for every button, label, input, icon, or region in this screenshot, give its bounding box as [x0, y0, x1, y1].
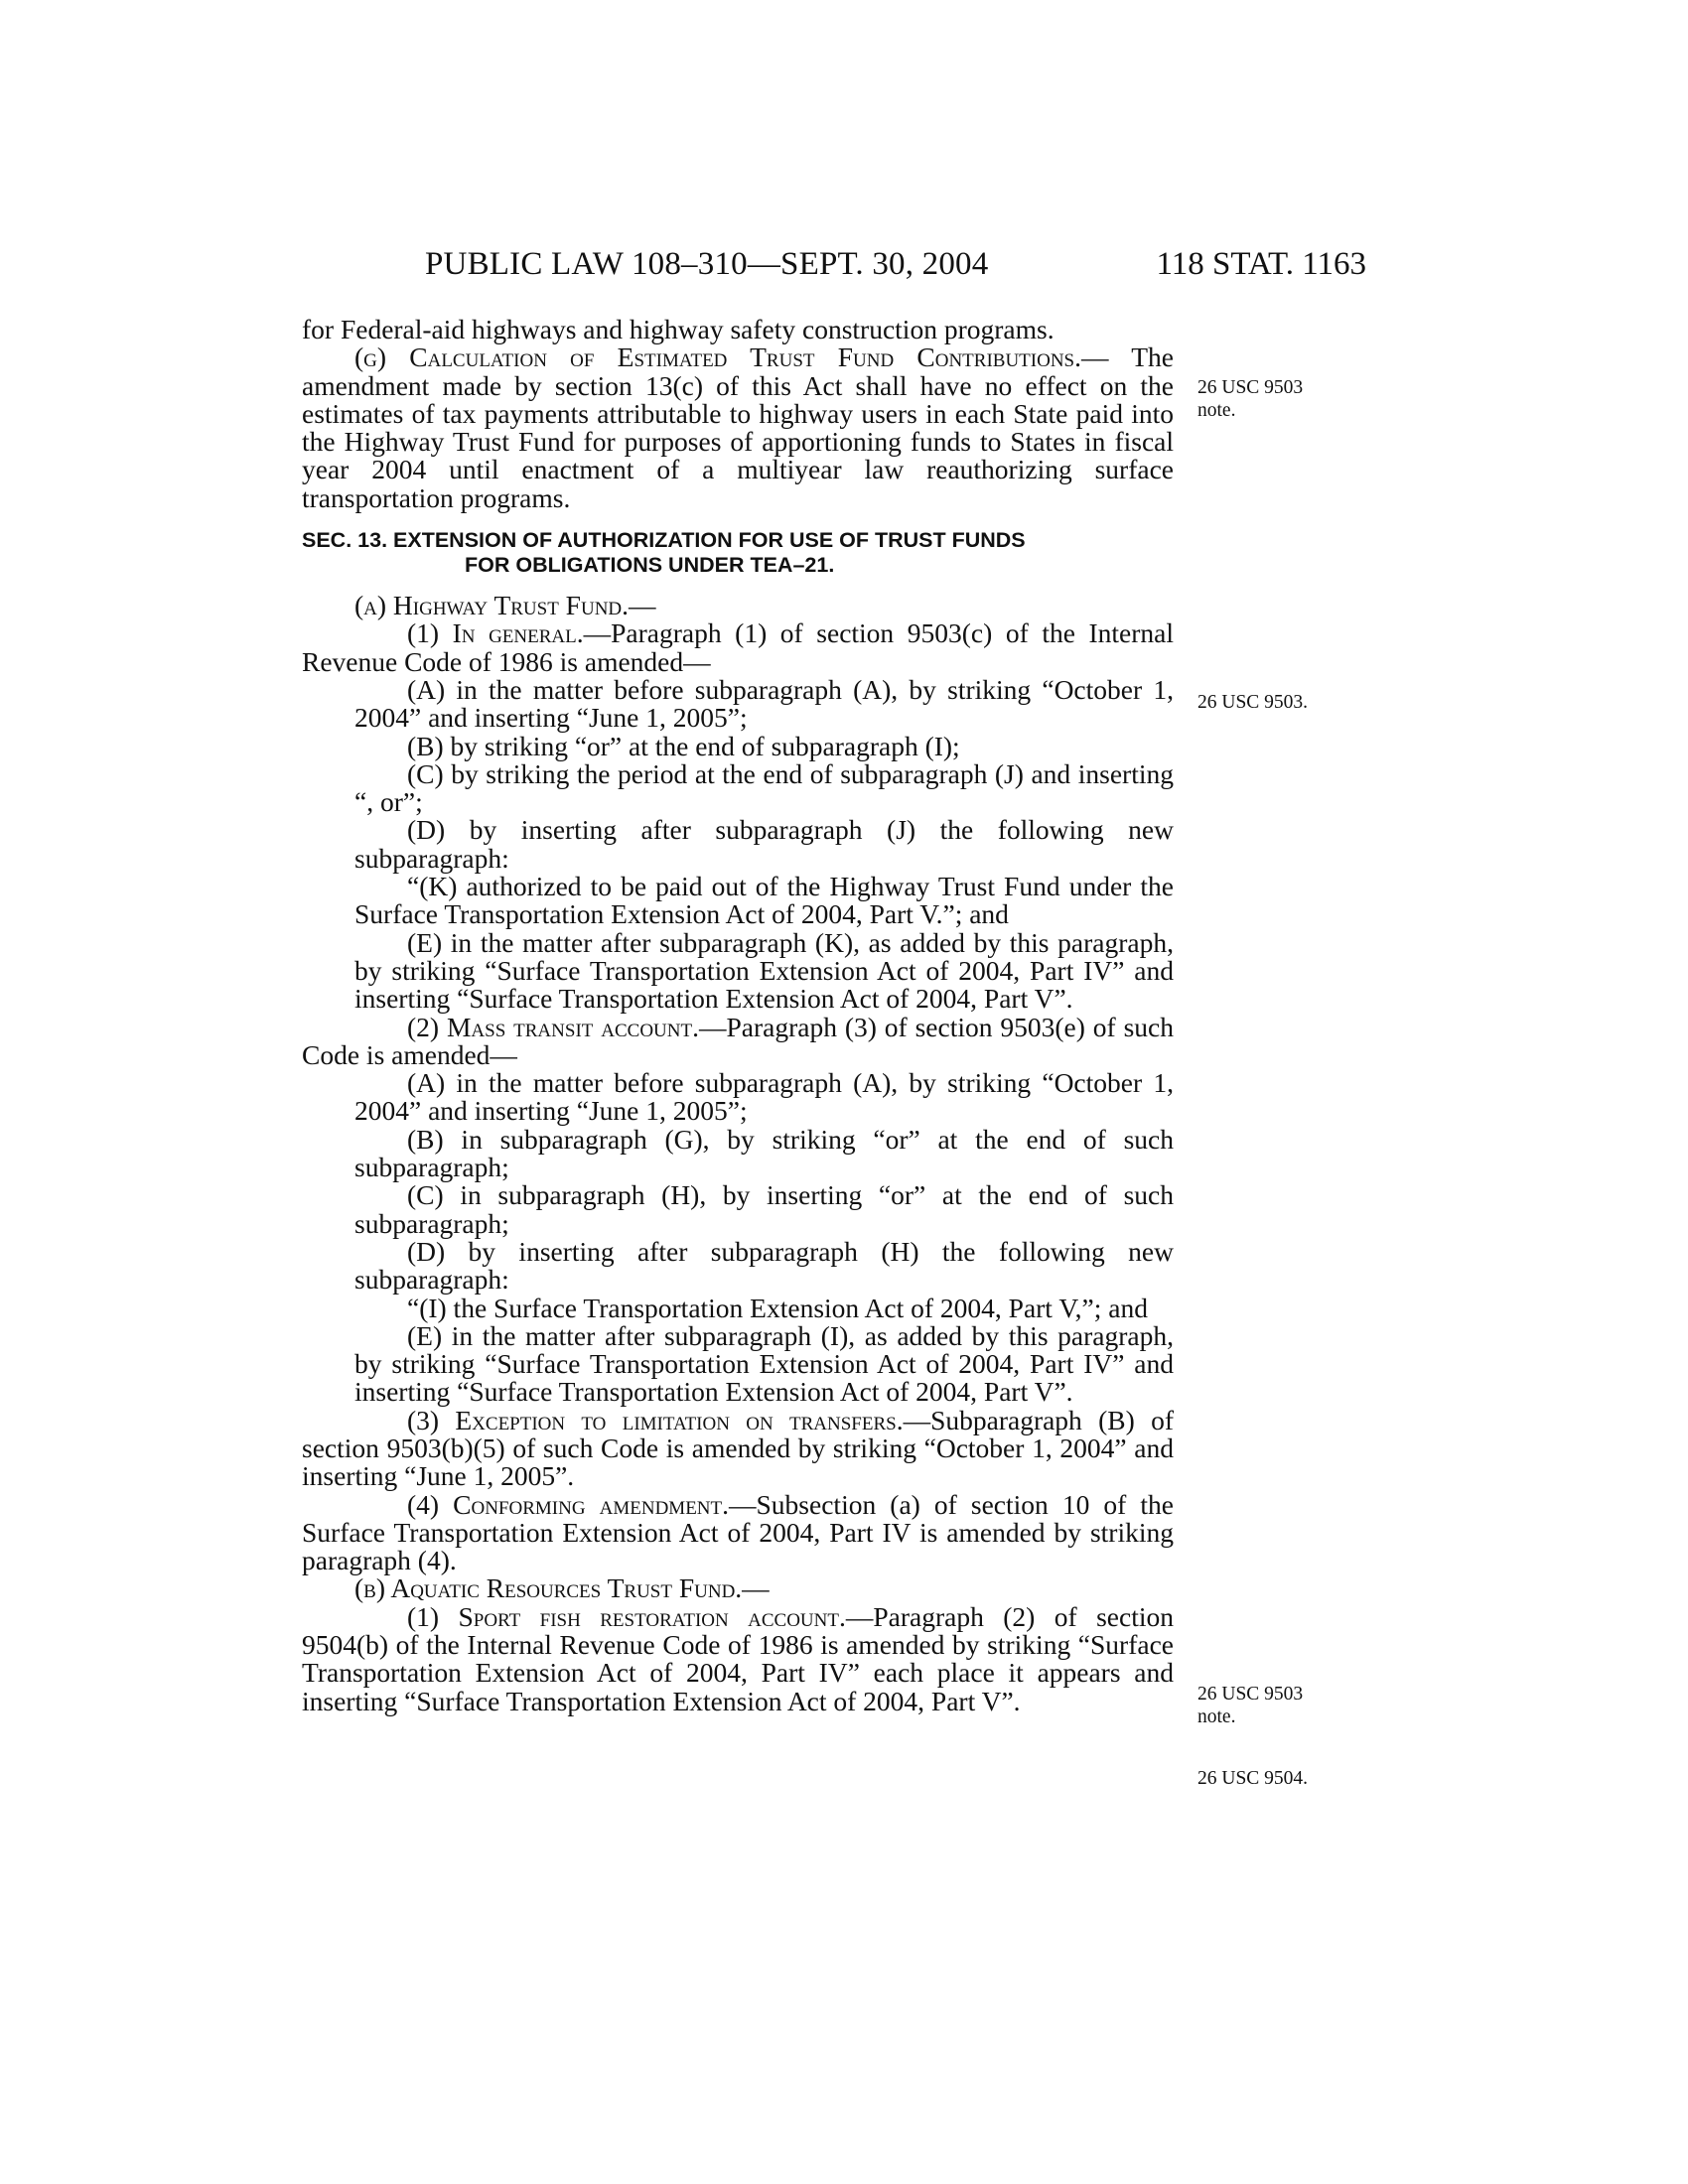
margin-note-4	[1197, 1767, 1346, 1790]
header-law-title: PUBLIC LAW 108–310—SEPT. 30, 2004	[425, 246, 989, 282]
paragraph-continuation: for Federal-aid highways and highway safety construction programs.	[302, 314, 1055, 344]
paragraph-a1-A: (A) in the matter before subparagraph (A), by striking “October 1, 2004” and inserting “June 1, 2005”;	[354, 673, 1174, 734]
paragraph-b1-text: —Paragraph (2) of section 9504(b) of the Internal Revenue Code of 1986 is amended by striking “Surface Transportation Extension Act of 2004, Part IV” each place it appears and inserting “Surface Transportation Extension Act of 2004, Part V”.	[302, 1600, 1174, 1716]
paragraph-a4-heading: (4) Conforming amendment.	[407, 1488, 730, 1520]
subsection-a-heading-text: (a) Highway Trust Fund.—	[354, 590, 656, 621]
paragraph-b1	[302, 1600, 1174, 1716]
paragraph-a4-text: —Subsection (a) of section 10 of the Surface Transportation Extension Act of 2004, Part IV is amended by striking paragraph (4).	[302, 1488, 1175, 1576]
paragraph-a2-I: “(I) the Surface Transportation Extension Act of 2004, Part V,”; and	[407, 1292, 1148, 1323]
paragraph-a3	[302, 1404, 1174, 1492]
header-stat-page: 118 STAT. 1163	[1156, 246, 1366, 282]
paragraph-a1-B: (B) by striking “or” at the end of subparagraph (I);	[407, 730, 960, 761]
subsection-g	[302, 343, 1174, 512]
paragraph-a2-C: (C) in subparagraph (H), by inserting “or” at the end of such subparagraph;	[354, 1179, 1174, 1239]
subsection-a-heading	[302, 592, 1174, 619]
paragraph-a1-C: (C) by striking the period at the end of subparagraph (J) and inserting “, or”;	[354, 757, 1174, 818]
subsection-g-heading: (g) Calculation of Estimated Trust Fund Contributions.—	[354, 341, 1109, 373]
paragraph-a2-B: (B) in subparagraph (G), by striking “or” at the end of such subparagraph;	[354, 1123, 1174, 1183]
paragraph-a1-D: (D) by inserting after subparagraph (J) the following new subparagraph:	[354, 814, 1174, 874]
section-13-heading-line1: SEC. 13. EXTENSION OF AUTHORIZATION FOR USE OF TRUST FUNDS	[302, 528, 1026, 553]
paragraph-a2-heading: (2) Mass transit account.	[407, 1011, 699, 1042]
paragraph-a2-E: (E) in the matter after subparagraph (I), as added by this paragraph, by striking “Surface Transportation Extension Act of 2004, Part IV” and inserting “Surface Transportation Extension Act of 2004, Part V”.	[354, 1319, 1174, 1408]
margin-note-3	[1197, 1683, 1346, 1728]
paragraph-a1-E: (E) in the matter after subparagraph (K), as added by this paragraph, by striking “Surface Transportation Extension Act of 2004, Part IV” and inserting “Surface Transportation Extension Act of 2004, Part V”.	[354, 926, 1174, 1015]
paragraph-a2-A: (A) in the matter before subparagraph (A), by striking “October 1, 2004” and inserting “June 1, 2005”;	[354, 1067, 1174, 1127]
margin-note-2	[1197, 691, 1346, 714]
margin-note-2-text: 26 USC 9503.	[1197, 692, 1309, 713]
margin-note-4-text: 26 USC 9504.	[1197, 1768, 1309, 1789]
paragraph-a1-K: “(K) authorized to be paid out of the Highway Trust Fund under the Surface Transportation Extension Act of 2004, Part V.”; and	[354, 871, 1174, 930]
paragraph-a2-text: —Paragraph (3) of section 9503(e) of such Code is amended—	[302, 1011, 1174, 1070]
paragraph-a3-heading: (3) Exception to limitation on transfers.	[407, 1404, 904, 1435]
paragraph-b1-heading: (1) Sport fish restoration account.	[407, 1600, 846, 1632]
paragraph-a2-D: (D) by inserting after subparagraph (H) the following new subparagraph:	[354, 1235, 1174, 1296]
section-13-heading-line2: FOR OBLIGATIONS UNDER TEA–21.	[465, 553, 835, 578]
margin-note-3-line1: 26 USC 9503	[1197, 1684, 1304, 1705]
margin-note-3-line2: note.	[1197, 1706, 1236, 1727]
paragraph-a2	[302, 1011, 1174, 1070]
section-13-heading	[302, 528, 1174, 578]
document-body	[302, 316, 1174, 1715]
subsection-g-text: The amendment made by section 13(c) of this Act shall have no effect on the estimates of tax payments attributable to highway users in each State paid into the Highway Trust Fund for purposes of apportioning funds to States in fiscal year 2004 until enactment of a multiyear law reauthorizing surface transportation programs.	[302, 341, 1174, 513]
paragraph-a1-heading: (1) In general.	[407, 617, 584, 649]
paragraph-a1-text: —Paragraph (1) of section 9503(c) of the Internal Revenue Code of 1986 is amended—	[302, 617, 1174, 677]
paragraph-a3-text: —Subparagraph (B) of section 9503(b)(5) of such Code is amended by striking “October 1, 2004” and inserting “June 1, 2005”.	[302, 1404, 1174, 1492]
margin-note-1-line2: note.	[1197, 400, 1236, 421]
margin-note-1-line1: 26 USC 9503	[1197, 377, 1304, 398]
paragraph-a4	[302, 1488, 1175, 1576]
page-header	[425, 246, 1366, 290]
margin-note-1	[1197, 376, 1346, 422]
subsection-b-heading	[302, 1574, 1174, 1602]
paragraph-a1	[302, 619, 1174, 676]
subsection-b-heading-text: (b) Aquatic Resources Trust Fund.—	[354, 1572, 770, 1604]
